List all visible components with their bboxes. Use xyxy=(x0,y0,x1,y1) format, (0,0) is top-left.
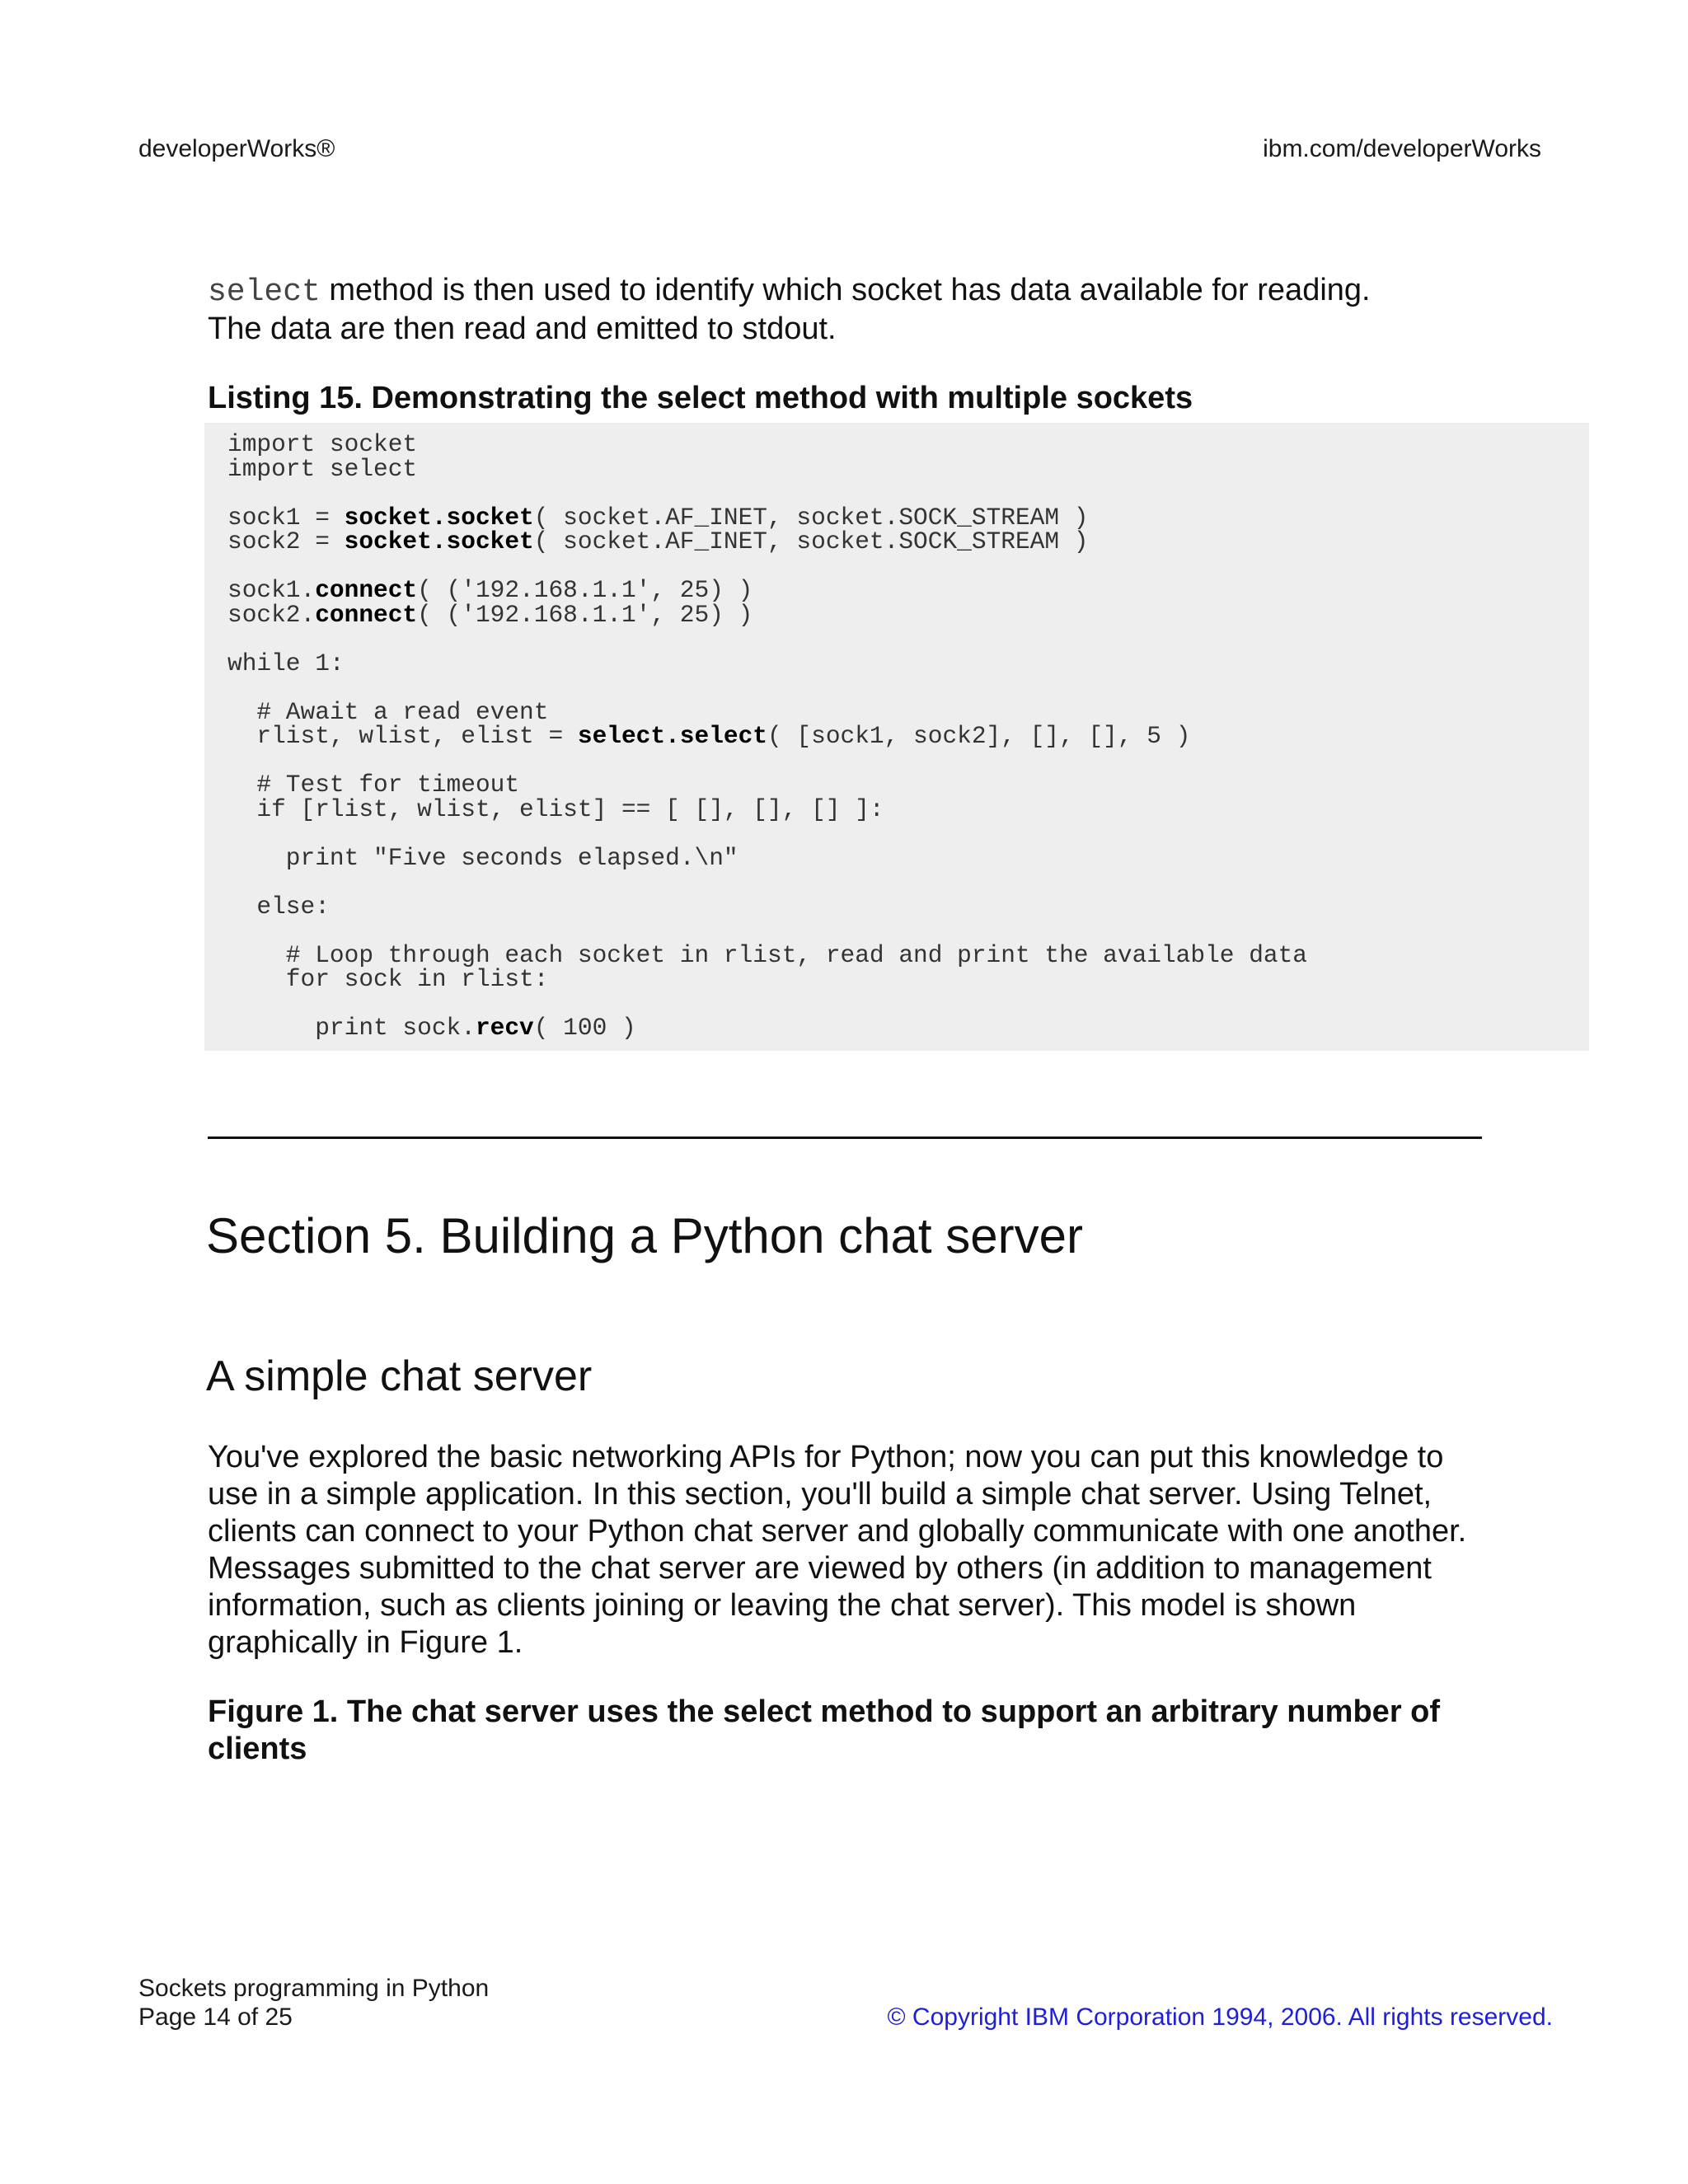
code-text: sock2 = xyxy=(227,527,345,555)
figure-caption: Figure 1. The chat server uses the select method to support an arbitrary number of clients xyxy=(208,1694,1441,1766)
footer-copyright-link[interactable]: © Copyright IBM Corporation 1994, 2006. All rights reserved. xyxy=(887,2004,1553,2031)
code-line xyxy=(227,503,1589,532)
code-line: if [rlist, wlist, elist] == [ [], [], [] ]: xyxy=(227,794,884,823)
code-keyword: connect xyxy=(315,600,418,629)
subsection-title: A simple chat server xyxy=(206,1352,593,1400)
footer-page-number: Page 14 of 25 xyxy=(138,2004,293,2031)
code-line: print "Five seconds elapsed.\n" xyxy=(227,843,738,872)
section-divider xyxy=(208,1137,1482,1139)
section-title: Section 5. Building a Python chat server xyxy=(206,1208,1083,1263)
footer-doc-title: Sockets programming in Python xyxy=(138,1975,490,2002)
intro-line2: The data are then read and emitted to stdout. xyxy=(208,312,837,346)
code-text: ( socket.AF_INET, socket.SOCK_STREAM ) xyxy=(533,503,1089,532)
code-text: ( ('192.168.1.1', 25) ) xyxy=(417,600,753,629)
code-line: import select xyxy=(227,454,418,483)
code-blank-line xyxy=(227,676,1589,701)
code-keyword: connect xyxy=(315,576,418,604)
code-line xyxy=(227,576,1589,604)
code-keyword: select.select xyxy=(577,722,768,750)
code-text: sock1. xyxy=(227,576,316,604)
code-line: while 1: xyxy=(227,649,345,677)
code-text: print sock. xyxy=(227,1014,476,1042)
code-text: ( [sock1, sock2], [], [], 5 ) xyxy=(767,722,1191,750)
code-line: else: xyxy=(227,892,330,921)
code-blank-line xyxy=(227,919,1589,944)
code-line: import socket xyxy=(227,430,418,458)
code-text: sock2. xyxy=(227,600,316,629)
code-blank-line xyxy=(227,870,1589,895)
code-blank-line xyxy=(227,822,1589,846)
code-line: # Await a read event xyxy=(227,697,549,726)
code-line: for sock in rlist: xyxy=(227,965,549,993)
code-keyword: recv xyxy=(475,1014,534,1042)
code-line xyxy=(227,1016,1589,1041)
code-blank-line xyxy=(227,992,1589,1017)
code-line: # Loop through each socket in rlist, read and print the available data xyxy=(227,940,1308,969)
code-text: ( 100 ) xyxy=(533,1014,636,1042)
code-keyword: socket.socket xyxy=(344,503,534,532)
body-paragraph: You've explored the basic networking APIs for Python; now you can put this knowledge to use in a simple application. In this section, you'll build a simple chat server. Using Telnet, clients can connect to your Python chat server and globally communicate with one another. Messages submitted to the chat server are viewed by others (in addition to management information, such as clients joining or leaving the chat server). This model is shown graphically in Figure 1. xyxy=(208,1440,1467,1660)
code-blank-line xyxy=(227,555,1589,579)
code-blank-line xyxy=(227,481,1589,506)
code-keyword: socket.socket xyxy=(344,527,534,555)
code-text: rlist, wlist, elist = xyxy=(227,722,578,750)
header-brand: developerWorks® xyxy=(138,135,335,162)
intro-paragraph xyxy=(208,272,1543,348)
intro-line1: method is then used to identify which socket has data available for reading. xyxy=(320,273,1371,307)
code-listing xyxy=(204,423,1589,1051)
code-line xyxy=(227,724,1589,749)
intro-code-word: select xyxy=(208,274,321,310)
code-line xyxy=(227,527,1589,555)
footer-info xyxy=(138,1974,489,2032)
code-line xyxy=(227,600,1589,629)
code-text: ( ('192.168.1.1', 25) ) xyxy=(417,576,753,604)
header-site: ibm.com/developerWorks xyxy=(1263,135,1541,162)
listing-title: Listing 15. Demonstrating the select method with multiple sockets xyxy=(208,381,1193,415)
code-line: # Test for timeout xyxy=(227,771,520,799)
code-text: ( socket.AF_INET, socket.SOCK_STREAM ) xyxy=(533,527,1089,555)
code-blank-line xyxy=(227,749,1589,774)
code-blank-line xyxy=(227,627,1589,652)
code-text: sock1 = xyxy=(227,503,345,532)
